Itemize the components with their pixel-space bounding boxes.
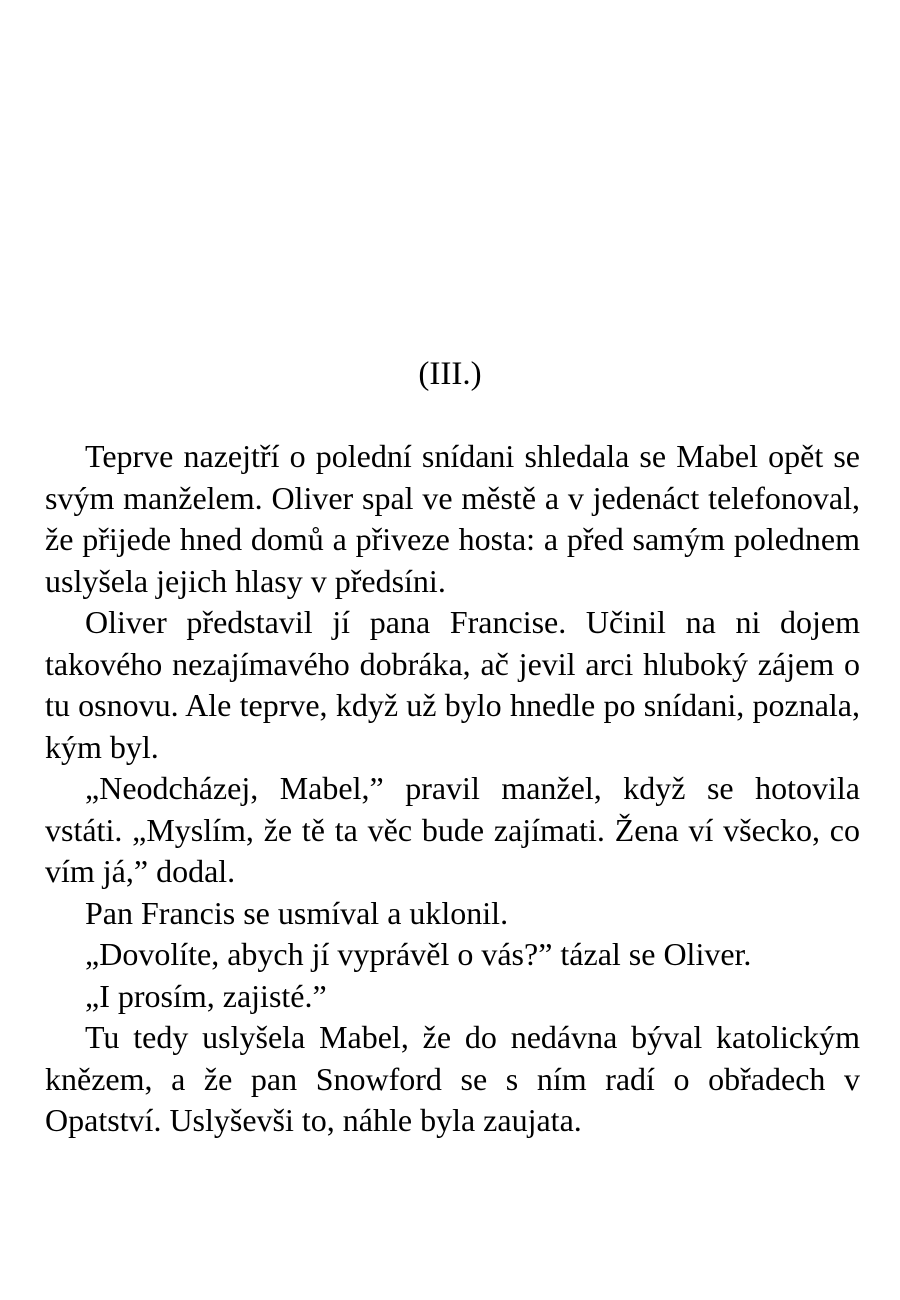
paragraph: Tu tedy uslyšela Mabel, že do nedávna býval katolickým knězem, a že pan Snowford se s ním radí o obřadech v Opatství. Uslyševši to, náhle byla zaujata.	[45, 1019, 860, 1138]
paragraph: Oliver představil jí pana Francise. Učinil na ni dojem takového nezajímavého dobráka, ač jevil arci hluboký zájem o tu osnovu. Ale teprve, když už bylo hnedle po snídani, poznala, kým byl.	[45, 604, 860, 765]
paragraph: Pan Francis se usmíval a uklonil.	[85, 894, 509, 931]
paragraph: „I prosím, zajisté.”	[85, 977, 327, 1014]
paragraph: „Neodcházej, Mabel,” pravil manžel, když se hotovila vstáti. „Myslím, že tě ta věc bude zajímati. Žena ví všecko, co vím já,” dodal.	[45, 770, 860, 889]
chapter-heading: (III.)	[418, 356, 482, 392]
paragraph: „Dovolíte, abych jí vyprávěl o vás?” tázal se Oliver.	[85, 936, 752, 972]
text-body	[45, 436, 860, 1142]
paragraph: Teprve nazejtří o polední snídani shledala se Mabel opět se svým manželem. Oliver spal ve městě a v jedenáct telefonoval, že přijede hned domů a přiveze hosta: a před samým polednem uslyšela jejich hlasy v předsíni.	[45, 438, 860, 599]
